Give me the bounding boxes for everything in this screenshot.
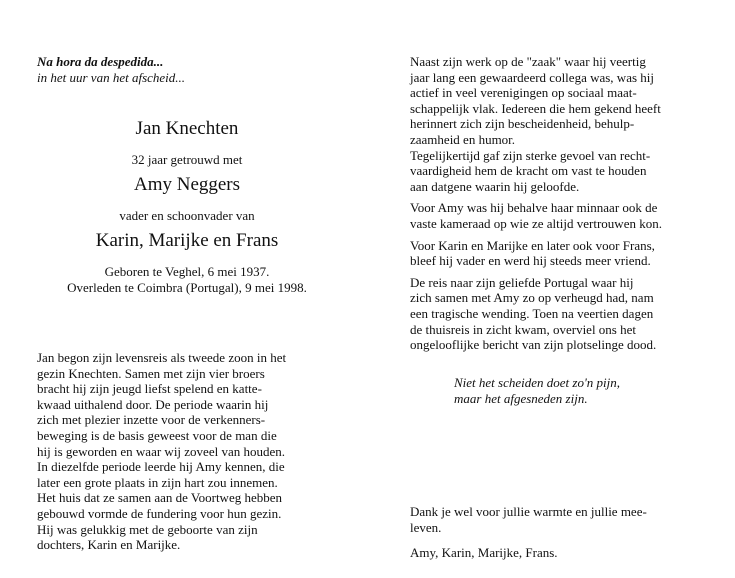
text-line: gezin Knechten. Samen met zijn vier broers: [37, 365, 265, 381]
obituary-header: [37, 118, 337, 296]
text-line: zaamheid en humor.: [410, 131, 516, 147]
text-line: ongelooflijke bericht van zijn plotselinge dood.: [410, 337, 657, 353]
text-line: later een grote plaats in zijn hart zou innemen.: [37, 474, 278, 490]
closing-thanks: [410, 504, 688, 561]
text-line: Voor Karin en Marijke en later ook voor Frans,: [410, 237, 655, 253]
children-names: Karin, Marijke en Frans: [95, 230, 279, 251]
quote-line-1: Niet het scheiden doet zo'n pijn,: [454, 374, 620, 390]
parent-line: vader en schoonvader van: [119, 208, 255, 223]
deceased-name: Jan Knechten: [135, 118, 239, 139]
text-line: Het huis dat ze samen aan de Voortweg hebben: [37, 490, 283, 506]
text-line: gebouwd vormde de fundering voor hun gezin.: [37, 505, 282, 521]
birth-line: Geboren te Veghel, 6 mei 1937.: [104, 264, 270, 279]
text-line: schappelijk vlak. Iedereen die hem gekend heeft: [410, 100, 661, 116]
text-line: vaste kameraad op wie ze altijd vertrouwen kon.: [410, 215, 662, 231]
text-line: Voor Amy was hij behalve haar minnaar ook de: [410, 200, 658, 216]
text-line: bracht hij zijn jeugd liefst spelend en katte-: [37, 381, 262, 397]
family-signature: Amy, Karin, Marijke, Frans.: [410, 545, 558, 561]
spouse-name: Amy Neggers: [133, 174, 241, 195]
left-column: [37, 54, 337, 553]
biography-left: [37, 350, 337, 553]
text-line: beweging is de basis geweest voor de man die: [37, 427, 277, 443]
text-line: zich met plezier inzette voor de verkenners-: [37, 412, 266, 428]
text-line: In diezelfde periode leerde hij Amy kennen, die: [37, 459, 285, 475]
thanks-line-2: leven.: [410, 519, 442, 535]
biography-paragraph-2: [410, 200, 688, 231]
text-line: de thuisreis in zicht kwam, overviel ons het: [410, 321, 637, 337]
married-line: 32 jaar getrouwd met: [131, 152, 243, 167]
text-line: bleef hij vader en werd hij steeds meer vriend.: [410, 253, 651, 269]
heading-portuguese: Na hora da despedida...: [37, 54, 164, 69]
biography-paragraph-1: [410, 54, 688, 194]
death-line: Overleden te Coimbra (Portugal), 9 mei 1998.: [67, 280, 307, 295]
memorial-quote: [410, 375, 688, 407]
text-line: kwaad uithalend door. De periode waarin hij: [37, 396, 269, 412]
biography-paragraph-3: [410, 238, 688, 269]
text-line: jaar lang een gewaardeerd collega was, was hij: [410, 69, 654, 85]
text-line: zich samen met Amy zo op verheugd had, nam: [410, 290, 654, 306]
text-line: hij is geworden en waar wij zoveel van houden.: [37, 443, 286, 459]
text-line: Hij was gelukkig met de geboorte van zijn: [37, 521, 258, 537]
quote-line-2: maar het afgesneden zijn.: [454, 390, 588, 406]
text-line: Tegelijkertijd gaf zijn sterke gevoel van recht-: [410, 147, 651, 163]
text-line: een tragische wending. Toen na veertien dagen: [410, 305, 654, 321]
text-line: aan datgene waarin hij geloofde.: [410, 178, 580, 194]
right-column: [410, 54, 688, 561]
text-line: dochters, Karin en Marijke.: [37, 537, 181, 553]
text-line: actief in veel verenigingen op sociaal maat-: [410, 85, 637, 101]
text-line: De reis naar zijn geliefde Portugal waar hij: [410, 274, 634, 290]
text-line: vaardigheid hem de kracht om vast te houden: [410, 163, 647, 179]
biography-paragraph-4: [410, 275, 688, 353]
heading-dutch: in het uur van het afscheid...: [37, 70, 186, 85]
text-line: herinnert zich zijn bescheidenheid, behulp-: [410, 116, 635, 132]
thanks-line-1: Dank je wel voor jullie warmte en jullie mee-: [410, 504, 647, 519]
text-line: Jan begon zijn levensreis als tweede zoon in het: [37, 350, 287, 365]
text-line: Naast zijn werk op de "zaak" waar hij veertig: [410, 54, 646, 69]
